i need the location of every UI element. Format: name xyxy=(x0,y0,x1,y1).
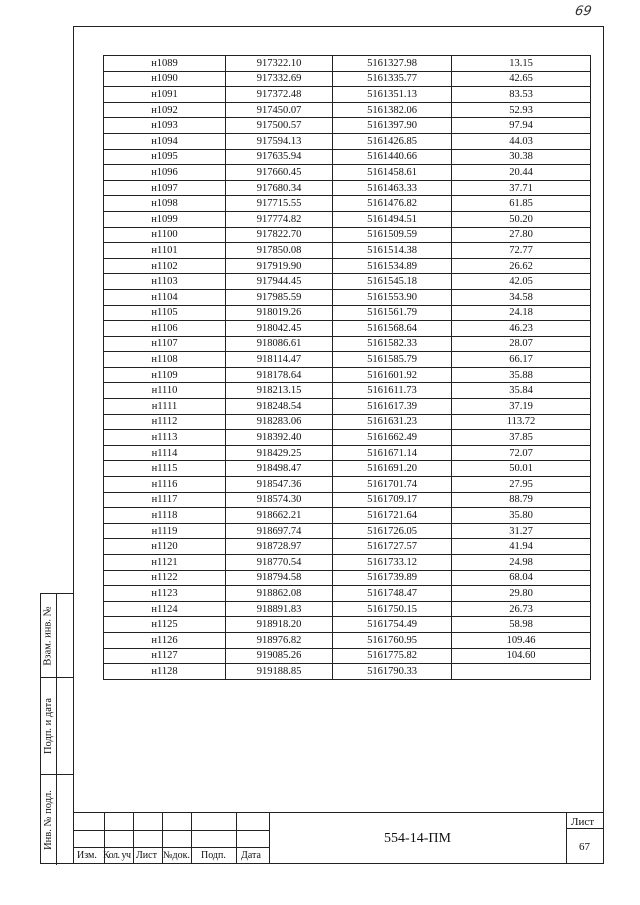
y-coordinate-cell: 5161382.06 xyxy=(333,102,452,118)
distance-cell: 20.44 xyxy=(452,165,591,181)
side-cell-podp-data xyxy=(41,678,73,775)
x-coordinate-cell: 917660.45 xyxy=(226,165,333,181)
x-coordinate-cell: 918498.47 xyxy=(226,461,333,477)
x-coordinate-cell: 918728.97 xyxy=(226,539,333,555)
y-coordinate-cell: 5161582.33 xyxy=(333,336,452,352)
point-id-cell: н1095 xyxy=(104,149,226,165)
x-coordinate-cell: 919188.85 xyxy=(226,664,333,680)
distance-cell: 61.85 xyxy=(452,196,591,212)
table-row xyxy=(104,492,591,508)
point-id-cell: н1102 xyxy=(104,258,226,274)
distance-cell: 27.80 xyxy=(452,227,591,243)
point-id-cell: н1096 xyxy=(104,165,226,181)
point-id-cell: н1113 xyxy=(104,430,226,446)
header-ndok: №док. xyxy=(163,850,190,861)
table-row xyxy=(104,71,591,87)
table-row xyxy=(104,383,591,399)
distance-cell: 27.95 xyxy=(452,477,591,493)
x-coordinate-cell: 918574.30 xyxy=(226,492,333,508)
distance-cell xyxy=(452,664,591,680)
table-row xyxy=(104,243,591,259)
x-coordinate-cell: 918086.61 xyxy=(226,336,333,352)
point-id-cell: н1108 xyxy=(104,352,226,368)
y-coordinate-cell: 5161733.12 xyxy=(333,555,452,571)
table-row xyxy=(104,601,591,617)
y-coordinate-cell: 5161585.79 xyxy=(333,352,452,368)
table-row xyxy=(104,648,591,664)
distance-cell: 44.03 xyxy=(452,133,591,149)
table-row xyxy=(104,632,591,648)
x-coordinate-cell: 918697.74 xyxy=(226,523,333,539)
title-block xyxy=(73,812,604,864)
point-id-cell: н1101 xyxy=(104,243,226,259)
table-row xyxy=(104,305,591,321)
sheet-label: Лист xyxy=(571,816,595,828)
table-row xyxy=(104,414,591,430)
point-id-cell: н1092 xyxy=(104,102,226,118)
table-row xyxy=(104,289,591,305)
point-id-cell: н1128 xyxy=(104,664,226,680)
table-row xyxy=(104,321,591,337)
distance-cell: 35.84 xyxy=(452,383,591,399)
point-id-cell: н1116 xyxy=(104,477,226,493)
x-coordinate-cell: 917322.10 xyxy=(226,56,333,72)
point-id-cell: н1089 xyxy=(104,56,226,72)
distance-cell: 24.18 xyxy=(452,305,591,321)
table-row xyxy=(104,352,591,368)
point-id-cell: н1122 xyxy=(104,570,226,586)
x-coordinate-cell: 917500.57 xyxy=(226,118,333,134)
distance-cell: 113.72 xyxy=(452,414,591,430)
table-row xyxy=(104,165,591,181)
table-row xyxy=(104,523,591,539)
y-coordinate-cell: 5161760.95 xyxy=(333,632,452,648)
side-label-inv-podl: Инв. № подл. xyxy=(43,790,55,850)
y-coordinate-cell: 5161514.38 xyxy=(333,243,452,259)
point-id-cell: н1111 xyxy=(104,399,226,415)
point-id-cell: н1117 xyxy=(104,492,226,508)
table-row xyxy=(104,211,591,227)
x-coordinate-cell: 919085.26 xyxy=(226,648,333,664)
y-coordinate-cell: 5161568.64 xyxy=(333,321,452,337)
distance-cell: 50.20 xyxy=(452,211,591,227)
table-row xyxy=(104,118,591,134)
y-coordinate-cell: 5161335.77 xyxy=(333,71,452,87)
y-coordinate-cell: 5161691.20 xyxy=(333,461,452,477)
y-coordinate-cell: 5161458.61 xyxy=(333,165,452,181)
point-id-cell: н1091 xyxy=(104,87,226,103)
table-row xyxy=(104,508,591,524)
x-coordinate-cell: 918178.64 xyxy=(226,367,333,383)
x-coordinate-cell: 917985.59 xyxy=(226,289,333,305)
point-id-cell: н1114 xyxy=(104,445,226,461)
x-coordinate-cell: 917332.69 xyxy=(226,71,333,87)
y-coordinate-cell: 5161631.23 xyxy=(333,414,452,430)
table-row xyxy=(104,477,591,493)
y-coordinate-cell: 5161721.64 xyxy=(333,508,452,524)
point-id-cell: н1094 xyxy=(104,133,226,149)
distance-cell: 35.80 xyxy=(452,508,591,524)
table-row xyxy=(104,149,591,165)
x-coordinate-cell: 917944.45 xyxy=(226,274,333,290)
distance-cell: 66.17 xyxy=(452,352,591,368)
y-coordinate-cell: 5161397.90 xyxy=(333,118,452,134)
x-coordinate-cell: 918019.26 xyxy=(226,305,333,321)
distance-cell: 97.94 xyxy=(452,118,591,134)
point-id-cell: н1107 xyxy=(104,336,226,352)
x-coordinate-cell: 917450.07 xyxy=(226,102,333,118)
point-id-cell: н1123 xyxy=(104,586,226,602)
distance-cell: 104.60 xyxy=(452,648,591,664)
y-coordinate-cell: 5161545.18 xyxy=(333,274,452,290)
point-id-cell: н1104 xyxy=(104,289,226,305)
distance-cell: 26.62 xyxy=(452,258,591,274)
y-coordinate-cell: 5161494.51 xyxy=(333,211,452,227)
distance-cell: 68.04 xyxy=(452,570,591,586)
table-row xyxy=(104,274,591,290)
handwritten-page-number: 69 xyxy=(573,4,593,19)
distance-cell: 88.79 xyxy=(452,492,591,508)
x-coordinate-cell: 918918.20 xyxy=(226,617,333,633)
side-stamp xyxy=(40,593,73,864)
y-coordinate-cell: 5161561.79 xyxy=(333,305,452,321)
distance-cell: 37.85 xyxy=(452,430,591,446)
x-coordinate-cell: 917850.08 xyxy=(226,243,333,259)
table-row xyxy=(104,570,591,586)
header-list: Лист xyxy=(136,850,157,861)
x-coordinate-cell: 918248.54 xyxy=(226,399,333,415)
x-coordinate-cell: 918283.06 xyxy=(226,414,333,430)
y-coordinate-cell: 5161748.47 xyxy=(333,586,452,602)
distance-cell: 13.15 xyxy=(452,56,591,72)
distance-cell: 52.93 xyxy=(452,102,591,118)
y-coordinate-cell: 5161790.33 xyxy=(333,664,452,680)
point-id-cell: н1112 xyxy=(104,414,226,430)
y-coordinate-cell: 5161611.73 xyxy=(333,383,452,399)
distance-cell: 37.19 xyxy=(452,399,591,415)
distance-cell: 34.58 xyxy=(452,289,591,305)
header-data: Дата xyxy=(241,850,261,861)
x-coordinate-cell: 917774.82 xyxy=(226,211,333,227)
point-id-cell: н1100 xyxy=(104,227,226,243)
table-row xyxy=(104,87,591,103)
header-podp: Подп. xyxy=(201,850,226,861)
table-row xyxy=(104,56,591,72)
x-coordinate-cell: 917594.13 xyxy=(226,133,333,149)
side-label-vzam: Взам. инв. № xyxy=(43,605,55,666)
x-coordinate-cell: 918662.21 xyxy=(226,508,333,524)
point-id-cell: н1120 xyxy=(104,539,226,555)
distance-cell: 28.07 xyxy=(452,336,591,352)
y-coordinate-cell: 5161662.49 xyxy=(333,430,452,446)
document-code: 554-14-ПМ xyxy=(384,831,451,846)
point-id-cell: н1115 xyxy=(104,461,226,477)
table-row xyxy=(104,617,591,633)
x-coordinate-cell: 917372.48 xyxy=(226,87,333,103)
side-cell-inv-podl xyxy=(41,775,73,865)
distance-cell: 58.98 xyxy=(452,617,591,633)
y-coordinate-cell: 5161750.15 xyxy=(333,601,452,617)
x-coordinate-cell: 918862.08 xyxy=(226,586,333,602)
y-coordinate-cell: 5161727.57 xyxy=(333,539,452,555)
y-coordinate-cell: 5161351.13 xyxy=(333,87,452,103)
distance-cell: 30.38 xyxy=(452,149,591,165)
point-id-cell: н1126 xyxy=(104,632,226,648)
header-kol-uch: Кол. уч xyxy=(103,850,131,861)
y-coordinate-cell: 5161754.49 xyxy=(333,617,452,633)
x-coordinate-cell: 918547.36 xyxy=(226,477,333,493)
distance-cell: 46.23 xyxy=(452,321,591,337)
table-row xyxy=(104,336,591,352)
coordinates-table xyxy=(103,55,591,680)
point-id-cell: н1106 xyxy=(104,321,226,337)
point-id-cell: н1121 xyxy=(104,555,226,571)
y-coordinate-cell: 5161709.17 xyxy=(333,492,452,508)
y-coordinate-cell: 5161553.90 xyxy=(333,289,452,305)
distance-cell: 109.46 xyxy=(452,632,591,648)
y-coordinate-cell: 5161476.82 xyxy=(333,196,452,212)
sheet-number: 67 xyxy=(579,841,590,853)
distance-cell: 24.98 xyxy=(452,555,591,571)
y-coordinate-cell: 5161509.59 xyxy=(333,227,452,243)
table-row xyxy=(104,367,591,383)
side-label-podp-data: Подп. и дата xyxy=(43,697,55,755)
x-coordinate-cell: 917822.70 xyxy=(226,227,333,243)
y-coordinate-cell: 5161426.85 xyxy=(333,133,452,149)
point-id-cell: н1093 xyxy=(104,118,226,134)
x-coordinate-cell: 918976.82 xyxy=(226,632,333,648)
y-coordinate-cell: 5161534.89 xyxy=(333,258,452,274)
y-coordinate-cell: 5161327.98 xyxy=(333,56,452,72)
point-id-cell: н1109 xyxy=(104,367,226,383)
table-row xyxy=(104,133,591,149)
x-coordinate-cell: 917919.90 xyxy=(226,258,333,274)
distance-cell: 72.07 xyxy=(452,445,591,461)
distance-cell: 72.77 xyxy=(452,243,591,259)
point-id-cell: н1119 xyxy=(104,523,226,539)
point-id-cell: н1090 xyxy=(104,71,226,87)
table-row xyxy=(104,399,591,415)
table-row xyxy=(104,555,591,571)
side-cell-vzam xyxy=(41,594,73,678)
table-row xyxy=(104,586,591,602)
distance-cell: 41.94 xyxy=(452,539,591,555)
point-id-cell: н1099 xyxy=(104,211,226,227)
distance-cell: 37.71 xyxy=(452,180,591,196)
point-id-cell: н1098 xyxy=(104,196,226,212)
point-id-cell: н1097 xyxy=(104,180,226,196)
y-coordinate-cell: 5161775.82 xyxy=(333,648,452,664)
x-coordinate-cell: 917715.55 xyxy=(226,196,333,212)
point-id-cell: н1124 xyxy=(104,601,226,617)
y-coordinate-cell: 5161701.74 xyxy=(333,477,452,493)
y-coordinate-cell: 5161726.05 xyxy=(333,523,452,539)
y-coordinate-cell: 5161601.92 xyxy=(333,367,452,383)
distance-cell: 42.05 xyxy=(452,274,591,290)
table-row xyxy=(104,196,591,212)
distance-cell: 50.01 xyxy=(452,461,591,477)
x-coordinate-cell: 918042.45 xyxy=(226,321,333,337)
distance-cell: 42.65 xyxy=(452,71,591,87)
table-row xyxy=(104,258,591,274)
y-coordinate-cell: 5161739.89 xyxy=(333,570,452,586)
table-row xyxy=(104,539,591,555)
table-row xyxy=(104,430,591,446)
distance-cell: 31.27 xyxy=(452,523,591,539)
x-coordinate-cell: 918891.83 xyxy=(226,601,333,617)
x-coordinate-cell: 918392.40 xyxy=(226,430,333,446)
x-coordinate-cell: 918794.58 xyxy=(226,570,333,586)
y-coordinate-cell: 5161671.14 xyxy=(333,445,452,461)
x-coordinate-cell: 918770.54 xyxy=(226,555,333,571)
table-row xyxy=(104,664,591,680)
point-id-cell: н1118 xyxy=(104,508,226,524)
point-id-cell: н1105 xyxy=(104,305,226,321)
point-id-cell: н1103 xyxy=(104,274,226,290)
header-izm: Изм. xyxy=(77,850,97,861)
table-row xyxy=(104,102,591,118)
x-coordinate-cell: 917680.34 xyxy=(226,180,333,196)
table-row xyxy=(104,227,591,243)
point-id-cell: н1127 xyxy=(104,648,226,664)
x-coordinate-cell: 918429.25 xyxy=(226,445,333,461)
point-id-cell: н1125 xyxy=(104,617,226,633)
distance-cell: 29.80 xyxy=(452,586,591,602)
x-coordinate-cell: 918213.15 xyxy=(226,383,333,399)
table-row xyxy=(104,461,591,477)
table-row xyxy=(104,445,591,461)
y-coordinate-cell: 5161463.33 xyxy=(333,180,452,196)
table-row xyxy=(104,180,591,196)
y-coordinate-cell: 5161440.66 xyxy=(333,149,452,165)
distance-cell: 35.88 xyxy=(452,367,591,383)
x-coordinate-cell: 918114.47 xyxy=(226,352,333,368)
y-coordinate-cell: 5161617.39 xyxy=(333,399,452,415)
x-coordinate-cell: 917635.94 xyxy=(226,149,333,165)
distance-cell: 26.73 xyxy=(452,601,591,617)
distance-cell: 83.53 xyxy=(452,87,591,103)
point-id-cell: н1110 xyxy=(104,383,226,399)
